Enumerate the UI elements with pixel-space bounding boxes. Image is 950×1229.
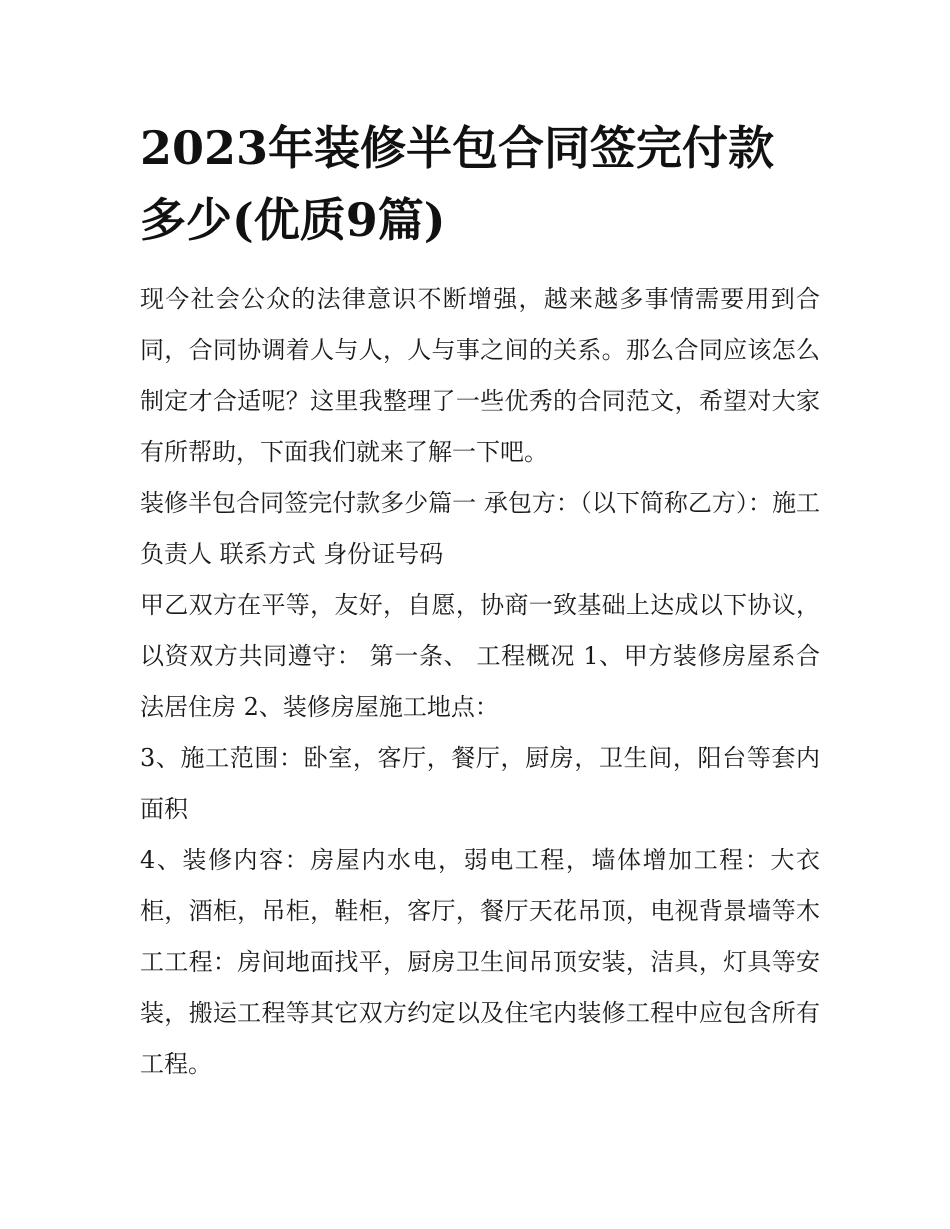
paragraph-intro: 现今社会公众的法律意识不断增强，越来越多事情需要用到合同，合同协调着人与人，人与事之间的关系。那么合同应该怎么制定才合适呢？这里我整理了一些优秀的合同范文，希望对大家有所帮助，下面我们就来了解一下吧。 bbox=[140, 285, 820, 466]
paragraph-content: 4、装修内容：房屋内水电，弱电工程，墙体增加工程：大衣柜，酒柜，吊柜，鞋柜，客厅，餐厅天花吊顶，电视背景墙等木工工程：房间地面找平，厨房卫生间吊顶安装，洁具，灯具等安装，搬运工程等其它双方约定以及住宅内装修工程中应包含所有工程。 bbox=[140, 846, 820, 1078]
paragraph-scope: 3、施工范围：卧室，客厅，餐厅，厨房，卫生间，阳台等套内面积 bbox=[140, 744, 820, 823]
paragraph-contractor: 装修半包合同签完付款多少篇一 承包方：（以下简称乙方）：施工负责人 联系方式 身份证号码 bbox=[140, 489, 820, 568]
paragraph-agreement: 甲乙双方在平等，友好，自愿，协商一致基础上达成以下协议，以资双方共同遵守： 第一条、 工程概况 1、甲方装修房屋系合法居住房 2、装修房屋施工地点： bbox=[140, 591, 820, 721]
document-title: 2023年装修半包合同签完付款多少(优质9篇) bbox=[140, 121, 775, 247]
document-page bbox=[140, 112, 820, 1090]
document-body bbox=[140, 274, 820, 1090]
